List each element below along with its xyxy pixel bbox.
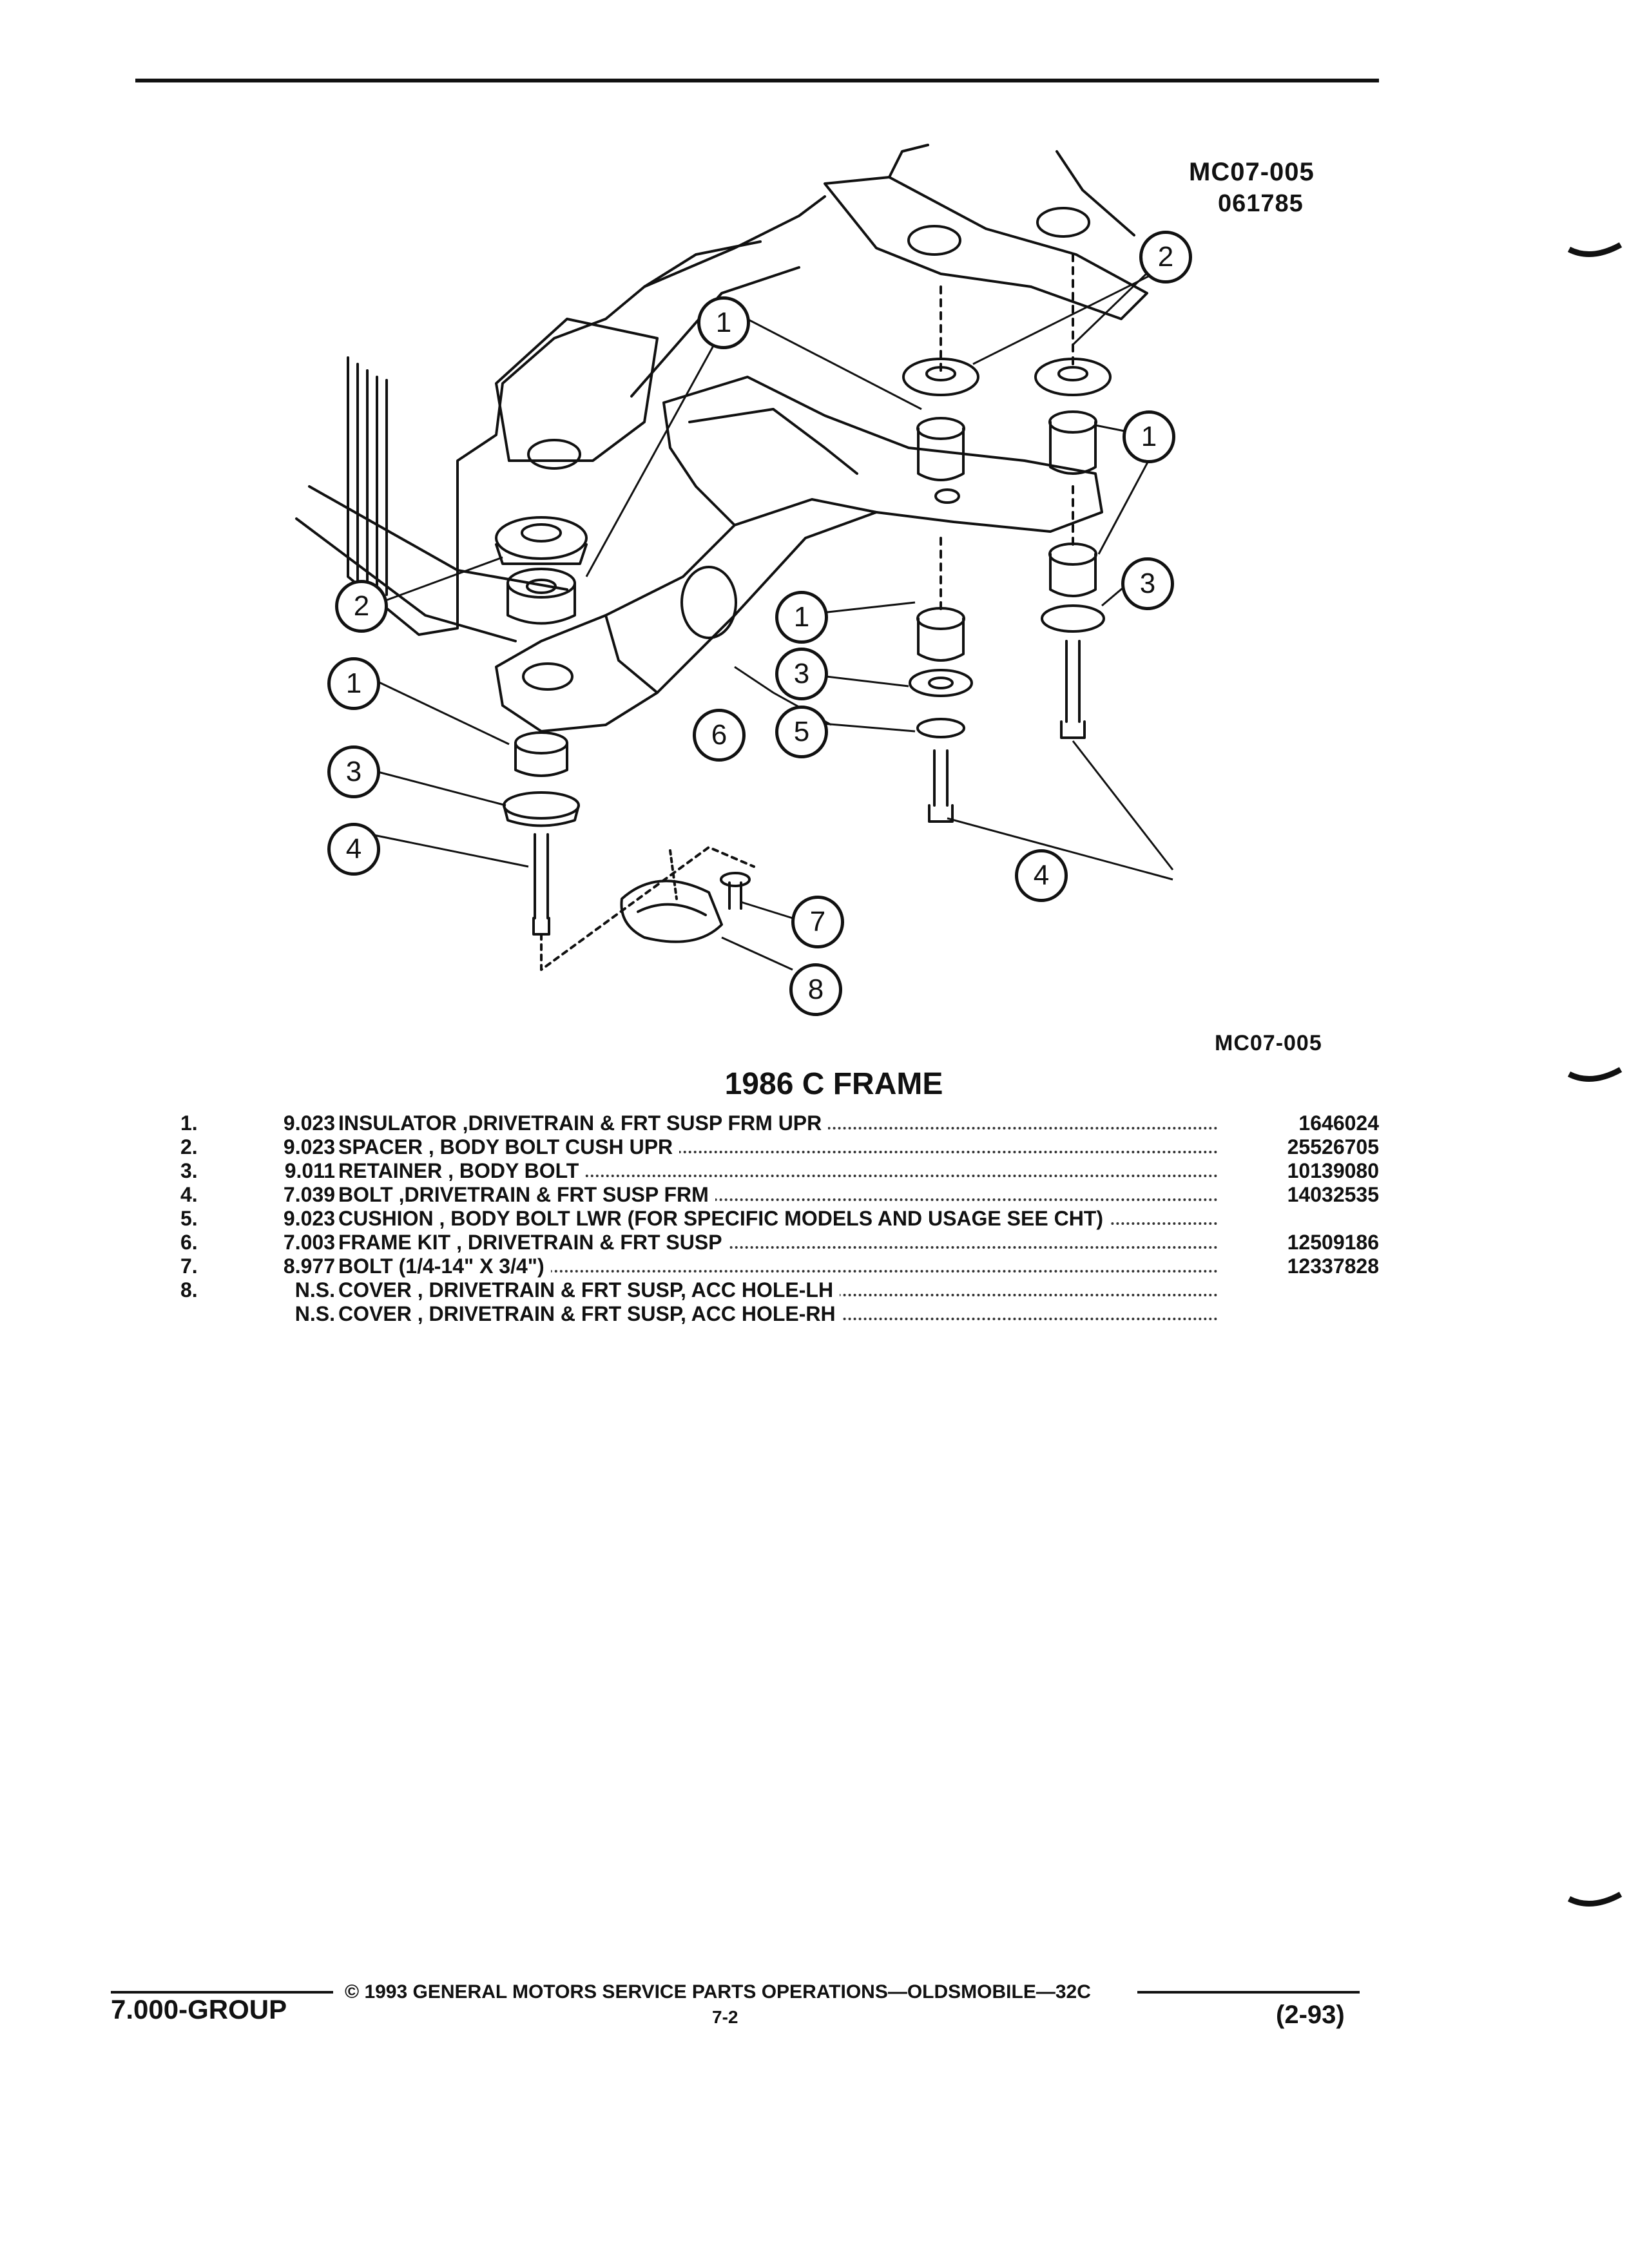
list-item [174, 1111, 1379, 1135]
figure-code-top: 061785 [1218, 190, 1304, 217]
top-rule [135, 79, 1379, 82]
item-number: 8. [180, 1278, 198, 1302]
item-description: BOLT ,DRIVETRAIN & FRT SUSP FRM [338, 1183, 1224, 1207]
footer-page-number: 7-2 [712, 2007, 738, 2027]
item-code: 9.023 [283, 1135, 335, 1158]
callout-6: 6 [693, 709, 746, 762]
section-title: 1986 C FRAME [724, 1067, 943, 1101]
list-item [174, 1159, 1379, 1183]
item-number: 5. [180, 1207, 198, 1230]
callout-8: 8 [789, 963, 842, 1016]
callout-5: 5 [775, 706, 828, 758]
footer-group: 7.000-GROUP [111, 1994, 287, 2024]
part-number: 25526705 [1287, 1135, 1379, 1158]
figure-id-bottom: MC07-005 [1215, 1031, 1322, 1055]
item-number: 2. [180, 1135, 198, 1158]
part-number: 12337828 [1287, 1254, 1379, 1278]
callout-1-d: 1 [775, 591, 828, 644]
item-number: 3. [180, 1159, 198, 1182]
parts-list [174, 1111, 1379, 1326]
list-item [174, 1183, 1379, 1207]
figure-id-top: MC07-005 [1189, 158, 1315, 186]
part-number: 1646024 [1298, 1111, 1379, 1135]
callout-3-c: 3 [775, 648, 828, 700]
item-number: 1. [180, 1111, 198, 1135]
list-item [174, 1207, 1379, 1231]
item-code: 8.977 [283, 1254, 335, 1278]
item-number: 4. [180, 1183, 198, 1206]
binder-mark-bottom [1566, 1891, 1624, 1917]
footer-date: (2-93) [1276, 2001, 1345, 2029]
item-description: CUSHION , BODY BOLT LWR (FOR SPECIFIC MODELS AND USAGE SEE CHT) [338, 1207, 1224, 1231]
callout-4-b: 4 [1015, 849, 1068, 902]
list-item [174, 1231, 1379, 1254]
callout-3-a: 3 [1121, 557, 1174, 610]
item-description: RETAINER , BODY BOLT [338, 1159, 1224, 1183]
callout-2-b: 2 [335, 580, 388, 633]
callout-4-a: 4 [327, 823, 380, 876]
list-item [174, 1254, 1379, 1278]
callout-2-a: 2 [1139, 231, 1192, 284]
frame-exploded-diagram [245, 126, 1405, 1028]
footer-rule-right [1137, 1991, 1360, 1994]
item-code: 9.011 [284, 1159, 335, 1182]
item-code: 9.023 [283, 1111, 335, 1135]
item-description: FRAME KIT , DRIVETRAIN & FRT SUSP [338, 1231, 1224, 1254]
item-code: 7.039 [283, 1183, 335, 1206]
binder-mark-top [1566, 242, 1624, 267]
callout-7: 7 [791, 896, 844, 948]
item-description: BOLT (1/4-14" X 3/4") [338, 1254, 1224, 1278]
list-item [174, 1302, 1379, 1326]
item-code: N.S. [294, 1278, 335, 1302]
item-number: 6. [180, 1231, 198, 1254]
callout-3-b: 3 [327, 745, 380, 798]
part-number: 14032535 [1287, 1183, 1379, 1206]
callout-1-b: 1 [1123, 410, 1175, 463]
item-code: 7.003 [283, 1231, 335, 1254]
callout-1-c: 1 [327, 657, 380, 710]
item-description: INSULATOR ,DRIVETRAIN & FRT SUSP FRM UPR [338, 1111, 1224, 1135]
part-number: 10139080 [1287, 1159, 1379, 1182]
item-number: 7. [180, 1254, 198, 1278]
item-description: COVER , DRIVETRAIN & FRT SUSP, ACC HOLE-RH [338, 1302, 1224, 1326]
item-description: COVER , DRIVETRAIN & FRT SUSP, ACC HOLE-LH [338, 1278, 1224, 1302]
item-code: N.S. [294, 1302, 335, 1325]
list-item [174, 1135, 1379, 1159]
footer-copyright: © 1993 GENERAL MOTORS SERVICE PARTS OPERATIONS—OLDSMOBILE—32C [345, 1981, 1091, 2003]
item-description: SPACER , BODY BOLT CUSH UPR [338, 1135, 1224, 1159]
part-number: 12509186 [1287, 1231, 1379, 1254]
footer-rule-left [111, 1991, 333, 1994]
list-item [174, 1278, 1379, 1302]
item-code: 9.023 [283, 1207, 335, 1230]
callout-1-a: 1 [697, 296, 750, 349]
